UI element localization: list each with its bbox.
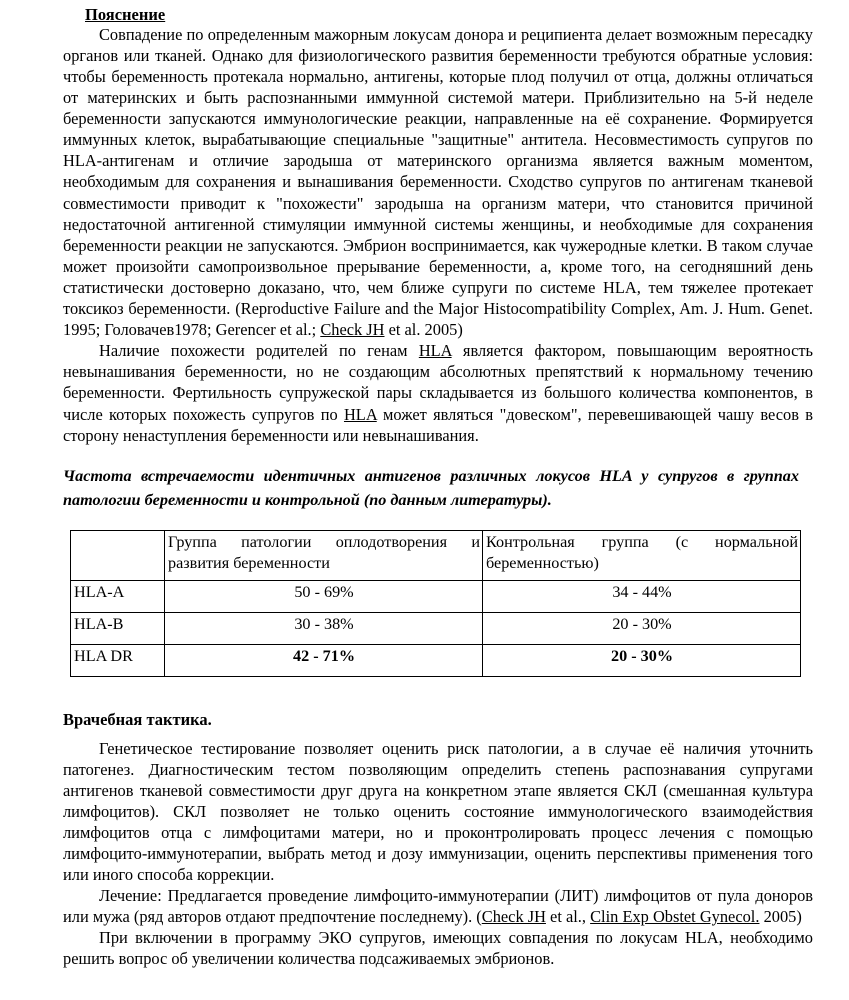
table-caption: Частота встречаемости идентичных антигенов различных локусов HLA у супругов в группах патологии беременности и контрольной (по данным литературы). (63, 466, 799, 509)
treatment-part-1: Лечение: Предлагается проведение лимфоцито-иммунотерапии (ЛИТ) лимфоцитов от пула доноров или мужа (ряд авторов отдают предпочтение последнему). ( (63, 886, 813, 927)
cell-hla-a-pathology: 50 - 69% (165, 580, 483, 612)
treatment-part-3: 2005) (759, 907, 802, 927)
para2-part-1: Наличие похожести родителей по генам (99, 341, 419, 361)
paragraph-intro-text: Совпадение по определенным мажорным локусам донора и реципиента делает возможным пересадку органов или тканей. Однако для физиологического развития беременности требуются обратные условия: чтобы беременность протекала нормально, антигены, которые плод получил от отца, должны отличаться от материнских и быть распознанными иммунной системой матери. Приблизительно на 5-й неделе беременности запускаются иммунологические реакции, направленные на её сохранение. Формируется иммунных клеток, вырабатывающие специальные "защитные" антитела. Несовместимость супругов по HLA-антигенам и отличие зародыша от материнского организма является важным моментом, необходимым для сохранения и вынашивания беременности. Сходство супругов по антигенам тканевой совместимости приводит к "похожести" зародыша на организм матери, что становится причиной недостаточной антигенной стимуляции иммунной системы женщины, и необходимые для сохранения беременности реакции не запускаются. Эмбрион воспринимается, как чужеродные клетки. В таком случае может произойти самопроизвольное прерывание беременности, а, кроме того, на сегодняшний день статистически достоверно доказано, что, чем ближе супруги по системе HLA, тем тяжелее протекает токсикоз беременности. (63, 24, 813, 319)
treatment-link-check-jh[interactable]: Check JH (481, 907, 546, 927)
table-header-pathology: Группа патологии оплодотворения и развития беременности (165, 530, 483, 580)
paragraph-intro (63, 24, 813, 340)
citation-prefix: (Reproductive Failure and the Major Histocompatibility Complex, Am. J. Hum. Genet. 1995; Головачев1978; Gerencer et al.; (63, 299, 813, 340)
paragraph-hla-similarity (63, 340, 813, 445)
spacer (63, 512, 813, 530)
cell-hla-dr-pathology: 42 - 71% (165, 644, 483, 676)
citation-suffix: et al. 2005) (384, 320, 463, 340)
para2-part-3: может являться "довеском", перевешивающей чашу весов в сторону ненаступления беременности или невынашивания. (63, 404, 813, 445)
row-label-hla-dr: HLA DR (71, 644, 165, 676)
table-header-control: Контрольная группа (с нормальной беременностью) (483, 530, 801, 580)
table-header-row (71, 530, 801, 580)
paragraph-genetic-testing: Генетическое тестирование позволяет оценить риск патологии, а в случае её наличия уточнить патогенез. Диагностическим тестом позволяющим определить степень распознавания супругами антигенов тканевой совместимости друг друга на конкретном этапе является СКЛ (смешанная культура лимфоцитов). СКЛ позволяет не только оценить состояние иммунологического взаимодействия лимфоцитов отца с лимфоцитами матери, но и проконтролировать процесс лечения с помощью лимфоцито-иммунотерапии, выбрать метод и дозу иммунизации, оценить перспективы применения того или иного способа коррекции. (63, 738, 813, 885)
para2-part-2: является фактором, повышающим вероятность невынашивания беременности, но не создающим абсолютных препятствий к нормальному течению беременности. Фертильность супружеской пары складывается из большого количества компонентов, в числе которых похожесть супругов по (63, 341, 813, 424)
hla-link-1[interactable]: HLA (418, 341, 452, 361)
hla-frequency-table (70, 530, 801, 677)
paragraph-ivf-conclusion: При включении в программу ЭКО супругов, имеющих совпадения по локусам HLA, необходимо решить вопрос об увеличении количества подсаживаемых эмбрионов. (63, 928, 813, 969)
cell-hla-dr-control: 20 - 30% (483, 644, 801, 676)
table-header-empty (71, 530, 165, 580)
cell-hla-b-pathology: 30 - 38% (165, 612, 483, 644)
cell-hla-a-control: 34 - 44% (483, 580, 801, 612)
citation-link-check-jh[interactable]: Check JH (320, 320, 385, 340)
treatment-link-journal[interactable]: Clin Exp Obstet Gynecol. (590, 907, 760, 927)
spacer (63, 446, 813, 464)
treatment-part-2: et al., (545, 907, 591, 927)
spacer (63, 677, 813, 711)
table-row (71, 612, 801, 644)
row-label-hla-b: HLA-B (71, 612, 165, 644)
section-title-medical-tactics: Врачебная тактика. (63, 709, 212, 729)
table-row (71, 580, 801, 612)
spacer (63, 729, 813, 738)
page-title: Пояснение (85, 5, 166, 24)
paragraph-treatment (63, 885, 813, 927)
row-label-hla-a: HLA-A (71, 580, 165, 612)
hla-link-2[interactable]: HLA (343, 404, 377, 424)
table-row (71, 644, 801, 676)
cell-hla-b-control: 20 - 30% (483, 612, 801, 644)
